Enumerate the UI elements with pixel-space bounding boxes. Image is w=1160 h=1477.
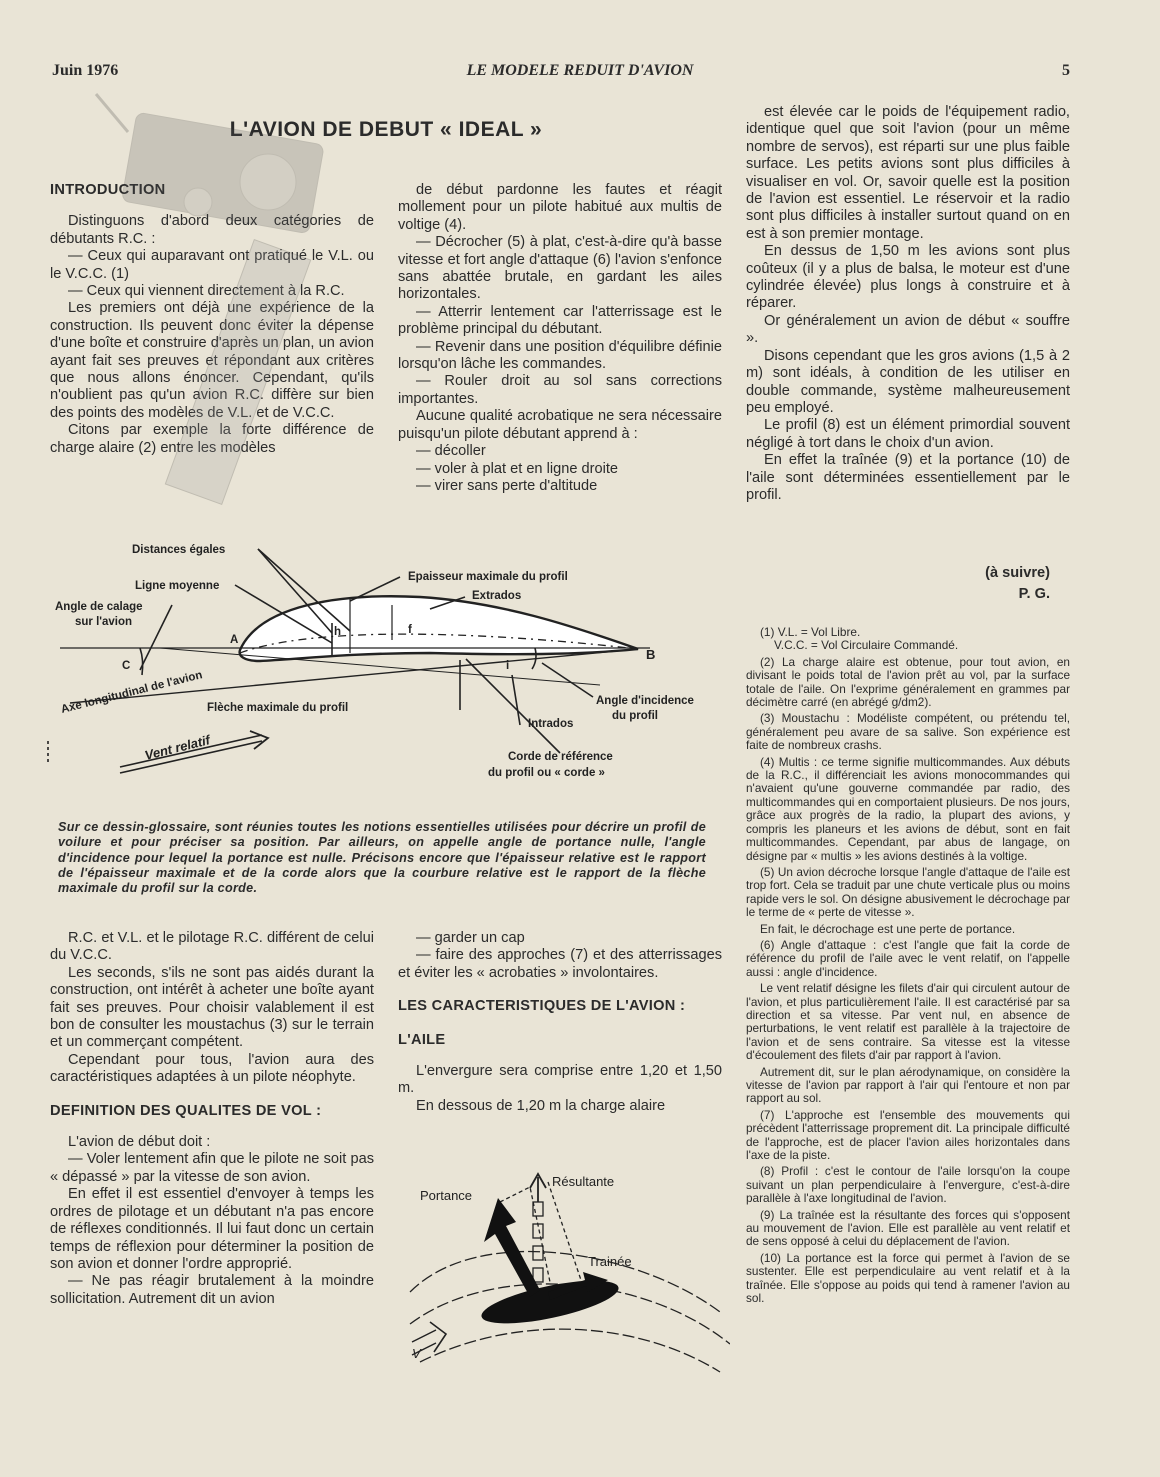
section-heading: L'AILE (398, 1031, 446, 1048)
paragraph: Le profil (8) est un élément primordial souvent négligé à tort dans le choix d'un avion. (746, 417, 1070, 451)
paragraph: — Revenir dans une position d'équilibre définie lorsqu'on lâche les commandes. (398, 338, 722, 373)
column-1-bottom (50, 930, 374, 1308)
label-i: i (506, 660, 510, 672)
paragraph: Les premiers ont déjà une expérience de la construction. Ils peuvent donc éviter la dépense d'une boîte et construire d'après un plan, un avion ayant fait ses preuves et répondant aux critères que nous allons énoncer. Cependant, qu'ils n'oublient pas qu'un avion R.C. diffère sur bien des points des modèles de V.L. et de V.C.C. (50, 300, 374, 421)
article-title: L'AVION DE DEBUT « IDEAL » (229, 118, 543, 141)
paragraph: de début pardonne les fautes et réagit mollement pour un pilote habitué aux multis de voltige (4). (398, 182, 722, 233)
footnote: Le vent relatif désigne les filets d'air qui circulent autour de l'avion, et plus particulièrement l'aile. Il est caractérisé par sa direction et sa vitesse. Par vent nul, en absence de perturbations, le vent relatif est parallèle à la trajectoire de l'avion et de sens contraire. Sa vitesse est la vitesse d'écoulement des filets d'air par rapport à l'avion. (746, 981, 1070, 1063)
label-f: f (408, 624, 412, 636)
paragraph: — Ceux qui viennent directement à la R.C. (68, 283, 345, 300)
footnote: (10) La portance est la force qui permet à l'avion de se sustenter. Elle est perpendiculaire au vent relatif et à la traînée. Elle s'oppose au poids qui tend à ramener l'avion au sol. (746, 1250, 1070, 1306)
header-page-number: 5 (1062, 62, 1070, 79)
label-incidence-1: Angle d'incidence (596, 695, 694, 707)
label-epaisseur: Epaisseur maximale du profil (408, 571, 568, 583)
paragraph: Cependant pour tous, l'avion aura des caractéristiques adaptées à un pilote néophyte. (50, 1051, 374, 1086)
footnote: (7) L'approche est l'ensemble des mouvements qui précèdent l'atterrissage proprement dit. La principale difficulté de l'approche, est de placer l'avion ailes horizontales dans l'axe de la piste. (746, 1107, 1070, 1163)
paragraph: En dessous de 1,20 m la charge alaire (416, 1097, 666, 1114)
paragraph: En dessus de 1,50 m les avions sont plus coûteux (il y a plus de balsa, le moteur est d'une cylindrée élevée) plus longs à construire et à réparer. (746, 243, 1070, 312)
footnote: (1) V.L. = Vol Libre. (760, 625, 861, 639)
paragraph: Citons par exemple la forte différence de charge alaire (2) entre les modèles (50, 422, 374, 456)
paragraph: L'avion de début doit : (68, 1134, 211, 1151)
footnote: (8) Profil : c'est le contour de l'aile lorsqu'on la coupe suivant un plan perpendiculaire à l'envergure, c'est-à-dire parallèle à l'axe longitudinal de l'avion. (746, 1164, 1070, 1206)
paragraph: — décoller (416, 443, 486, 460)
footnote: (3) Moustachu : Modéliste compétent, ou prétendu tel, généralement peu avare de sa salive. Son expérience est faite de nombreux crashs. (746, 711, 1070, 753)
footnote: (5) Un avion décroche lorsque l'angle d'attaque de l'aile est trop fort. Cela se traduit par une chute verticale plus ou moins rapide vers le sol. On désigne abusivement le décrochage par le terme de « perte de vitesse ». (746, 864, 1070, 920)
label-vent-relatif: Vent relatif (143, 732, 212, 763)
footnotes (746, 626, 1070, 1309)
label-ligne-moyenne: Ligne moyenne (135, 580, 220, 592)
paragraph: — Rouler droit au sol sans corrections importantes. (398, 373, 722, 407)
footnote: V.C.C. = Vol Circulaire Commandé. (774, 638, 959, 653)
label-corde-1: Corde de référence (508, 751, 613, 763)
section-heading: DEFINITION DES QUALITES DE VOL : (50, 1102, 322, 1119)
label-incidence-2: du profil (612, 710, 658, 722)
suite-label: (à suivre) (985, 565, 1050, 581)
label-extrados: Extrados (472, 590, 522, 602)
column-2-bottom (398, 930, 722, 1115)
footnote: (9) La traînée est la résultante des forces qui s'opposent au mouvement de l'avion. Elle est parallèle au vent relatif et de sens opposé à celui du déplacement de l'avion. (746, 1207, 1070, 1249)
paragraph: — Décrocher (5) à plat, c'est-à-dire qu'à basse vitesse et fort angle d'attaque (6) l'avion s'enfonce sans abattée brutale, en gardant les ailes horizontales. (398, 234, 722, 303)
label-portance: Portance (420, 1188, 473, 1203)
paragraph: — Ne pas réagir brutalement à la moindre sollicitation. Autrement dit un avion (50, 1273, 374, 1307)
header-magazine: LE MODELE REDUIT D'AVION (466, 62, 694, 79)
label-calage-1: Angle de calage (55, 601, 143, 613)
footnote: (4) Multis : ce terme signifie multicommandes. Aux débuts de la R.C., il différenciait les avions monocommandes qui n'avaient qu'une gouverne commandée par radio, des multicommandes qui en comportaient plusieurs. De nos jours, grâce aux progrès de la radio, la plupart des avions, y compris les planeurs et les avions de début, sont en fait multicommandes. Cependant, par abus de langage, on désigne par « multis » les avions destinés à la voltige. (746, 754, 1070, 863)
label-calage-2: sur l'avion (75, 616, 133, 628)
label-intrados: Intrados (528, 718, 574, 730)
label-fleche: Flèche maximale du profil (207, 702, 349, 714)
footnote: (2) La charge alaire est obtenue, pour tout avion, en divisant le poids total de l'avion prêt au vol, par la surface totale de l'aile. On l'exprime généralement en grammes par décimètre carré (en abrégé g/dm2). (746, 654, 1070, 710)
footnote: Autrement dit, sur le plan aérodynamique, on considère la vitesse de l'avion par rapport à l'air qui l'entoure et non par rapport au sol. (746, 1064, 1070, 1106)
label-h: h (334, 626, 342, 638)
label-trainee: Trainée (588, 1254, 632, 1269)
paragraph: Or généralement un avion de début « souffre ». (746, 312, 1070, 347)
label-v: V (412, 1346, 421, 1361)
footnote: (6) Angle d'attaque : c'est l'angle que fait la corde de référence du profil de l'aile avec le vent relatif, on l'appelle aussi : angle d'incidence. (746, 937, 1070, 979)
paragraph: En effet la traînée (9) et la portance (10) de l'aile sont déterminées essentiellement par le profil. (746, 452, 1070, 503)
airfoil-glossary-diagram (40, 535, 720, 820)
label-distances: Distances égales (132, 544, 226, 556)
label-point-a: A (230, 634, 239, 646)
portance-arrow (484, 1198, 540, 1297)
forces-diagram (400, 1162, 730, 1382)
paragraph: — virer sans perte d'altitude (416, 477, 598, 494)
paragraph: — Atterrir lentement car l'atterrissage est le problème principal du débutant. (398, 303, 722, 338)
section-heading: LES CARACTERISTIQUES DE L'AVION : (398, 998, 686, 1015)
label-resultante: Résultante (552, 1174, 615, 1189)
paragraph: — faire des approches (7) et des atterrissages et éviter les « acrobaties » involontaires. (398, 947, 722, 981)
paragraph: — Ceux qui auparavant ont pratiqué le V.L. ou le V.C.C. (1) (50, 248, 374, 282)
paragraph: Aucune qualité acrobatique ne sera nécessaire puisqu'un pilote débutant apprend à : (398, 408, 722, 442)
paragraph: — garder un cap (416, 930, 525, 946)
label-point-b: B (646, 647, 656, 662)
paragraph: L'envergure sera comprise entre 1,20 et 1,50 m. (398, 1063, 722, 1097)
section-heading: INTRODUCTION (50, 182, 166, 198)
paragraph: En effet il est essentiel d'envoyer à temps les ordres de pilotage et un débutant n'a pas encore de réflexes conditionnés. Il lui faut donc un certain temps de réflexion pour déterminer la position de son avion et donner l'ordre approprié. (50, 1186, 374, 1272)
author-initials: P. G. (1018, 586, 1050, 603)
label-c: C (122, 660, 131, 672)
paragraph: R.C. et V.L. et le pilotage R.C. différent de celui du V.C.C. (50, 930, 374, 964)
footnote: En fait, le décrochage est une perte de portance. (760, 921, 1016, 936)
paragraph: — Voler lentement afin que le pilote ne soit pas « dépassé » par la vitesse de son avion. (50, 1151, 374, 1185)
signature (746, 565, 1050, 604)
paragraph: est élevée car le poids de l'équipement radio, identique quel que soit l'avion (pour un même nombre de servos), est réparti sur une plus faible surface. Les petits avions sont plus difficiles à visualiser en vol. Or, savoir quelle est la position de l'avion est essentiel. Le réservoir et la radio sont plus difficiles à installer surtout quand on en est à son premier montage. (746, 104, 1070, 242)
label-axe: Axe longitudinal de l'avion (59, 669, 204, 716)
diagram-caption: Sur ce dessin-glossaire, sont réunies toutes les notions essentielles utilisées pour décrire un profil de voilure et pour préciser sa position. Par ailleurs, on appelle angle de portance nulle, l'angle d'incidence pour lequel la portance est nulle. Précisons encore que l'épaisseur relative est le rapport de l'épaisseur maximale et de la corde alors que la courbure relative est le rapport de la flèche maximale du profil sur la corde. (58, 820, 706, 896)
column-3-top (746, 104, 1070, 504)
paragraph: Les seconds, s'ils ne sont pas aidés durant la construction, ont intérêt à acheter une boîte ayant fait ses preuves. Pour choisir valablement il est bon de consulter les moustachus (3) sur le terrain et un commerçant compétent. (50, 964, 374, 1051)
paragraph: — voler à plat et en ligne droite (416, 460, 618, 477)
paragraph: Distinguons d'abord deux catégories de débutants R.C. : (50, 213, 374, 247)
column-1-top (50, 182, 374, 457)
column-2-top (398, 182, 722, 495)
label-corde-2: du profil ou « corde » (488, 767, 605, 779)
header-date: Juin 1976 (52, 62, 119, 79)
paragraph: Disons cependant que les gros avions (1,5 à 2 m) sont idéals, à condition de les utiliser en double commande, système malheureusement peu employé. (746, 347, 1070, 416)
